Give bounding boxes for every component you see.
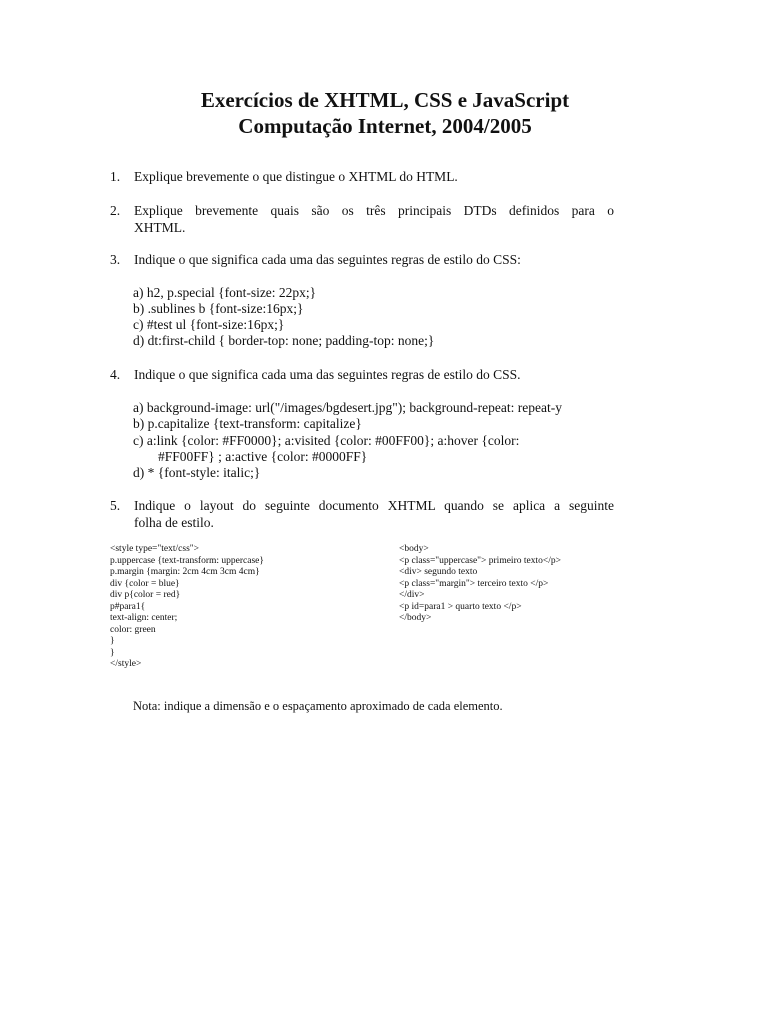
question-number: 3.: [110, 252, 121, 267]
code-line: }: [110, 647, 115, 658]
code-line: p.margin {margin: 2cm 4cm 3cm 4cm}: [110, 567, 260, 577]
code-line: color: green: [110, 624, 156, 635]
question-4-item-c: c) a:link {color: #FF0000}; a:visited {color: #00FF00}; a:hover {color:: [133, 433, 520, 448]
code-line: <div> segundo texto: [399, 567, 478, 577]
question-number: 1.: [110, 169, 121, 184]
question-3-item-c: c) #test ul {font-size:16px;}: [133, 317, 285, 332]
question-text: Explique brevemente o que distingue o XHTML do HTML.: [134, 169, 458, 184]
question-4-item-a: a) background-image: url("/images/bgdesert.jpg"); background-repeat: repeat-y: [133, 400, 562, 415]
question-text-line-2: XHTML.: [134, 220, 186, 235]
code-line: <p id=para1 > quarto texto </p>: [399, 601, 522, 612]
html-code-block: [399, 544, 561, 625]
question-3-item-b: b) .sublines b {font-size:16px;}: [133, 301, 304, 316]
code-line: <p class="uppercase"> primeiro texto</p>: [399, 555, 561, 566]
question-4-item-c-continuation: #FF00FF} ; a:active {color: #0000FF}: [158, 449, 368, 464]
question-text: Indique o que significa cada uma das seguintes regras de estilo do CSS.: [134, 367, 521, 382]
code-line: p#para1{: [110, 601, 146, 612]
note-text: Nota: indique a dimensão e o espaçamento aproximado de cada elemento.: [133, 699, 503, 713]
question-text-line-1: Explique brevemente quais são os três principais DTDs definidos para o: [134, 203, 614, 218]
code-line: p.uppercase {text-transform: uppercase}: [110, 555, 264, 566]
css-code-block: [110, 544, 264, 671]
question-text: Indique o que significa cada uma das seguintes regras de estilo do CSS:: [134, 252, 521, 267]
code-line: </style>: [110, 659, 142, 669]
document-subtitle: Computação Internet, 2004/2005: [238, 114, 532, 138]
question-number: 5.: [110, 498, 121, 513]
code-line: div p{color = red}: [110, 590, 181, 600]
question-text-line-2: folha de estilo.: [134, 515, 214, 530]
code-line: <body>: [399, 544, 429, 554]
code-line: text-align: center;: [110, 613, 178, 623]
code-line: }: [110, 636, 115, 646]
code-line: </div>: [399, 590, 425, 600]
code-line: div {color = blue}: [110, 578, 180, 589]
question-number: 2.: [110, 203, 121, 218]
code-line: <style type="text/css">: [110, 544, 199, 554]
question-3-item-a: a) h2, p.special {font-size: 22px;}: [133, 285, 317, 300]
question-4-item-d: d) * {font-style: italic;}: [133, 465, 261, 480]
question-text-line-1: Indique o layout do seguinte documento XHTML quando se aplica a seguinte: [134, 498, 614, 513]
code-line: </body>: [399, 613, 432, 623]
document-title: Exercícios de XHTML, CSS e JavaScript: [200, 88, 570, 112]
question-4-item-b: b) p.capitalize {text-transform: capitalize}: [133, 416, 362, 431]
question-3-item-d: d) dt:first-child { border-top: none; padding-top: none;}: [133, 333, 435, 348]
question-number: 4.: [110, 367, 121, 382]
code-line: <p class="margin"> terceiro texto </p>: [399, 578, 549, 589]
